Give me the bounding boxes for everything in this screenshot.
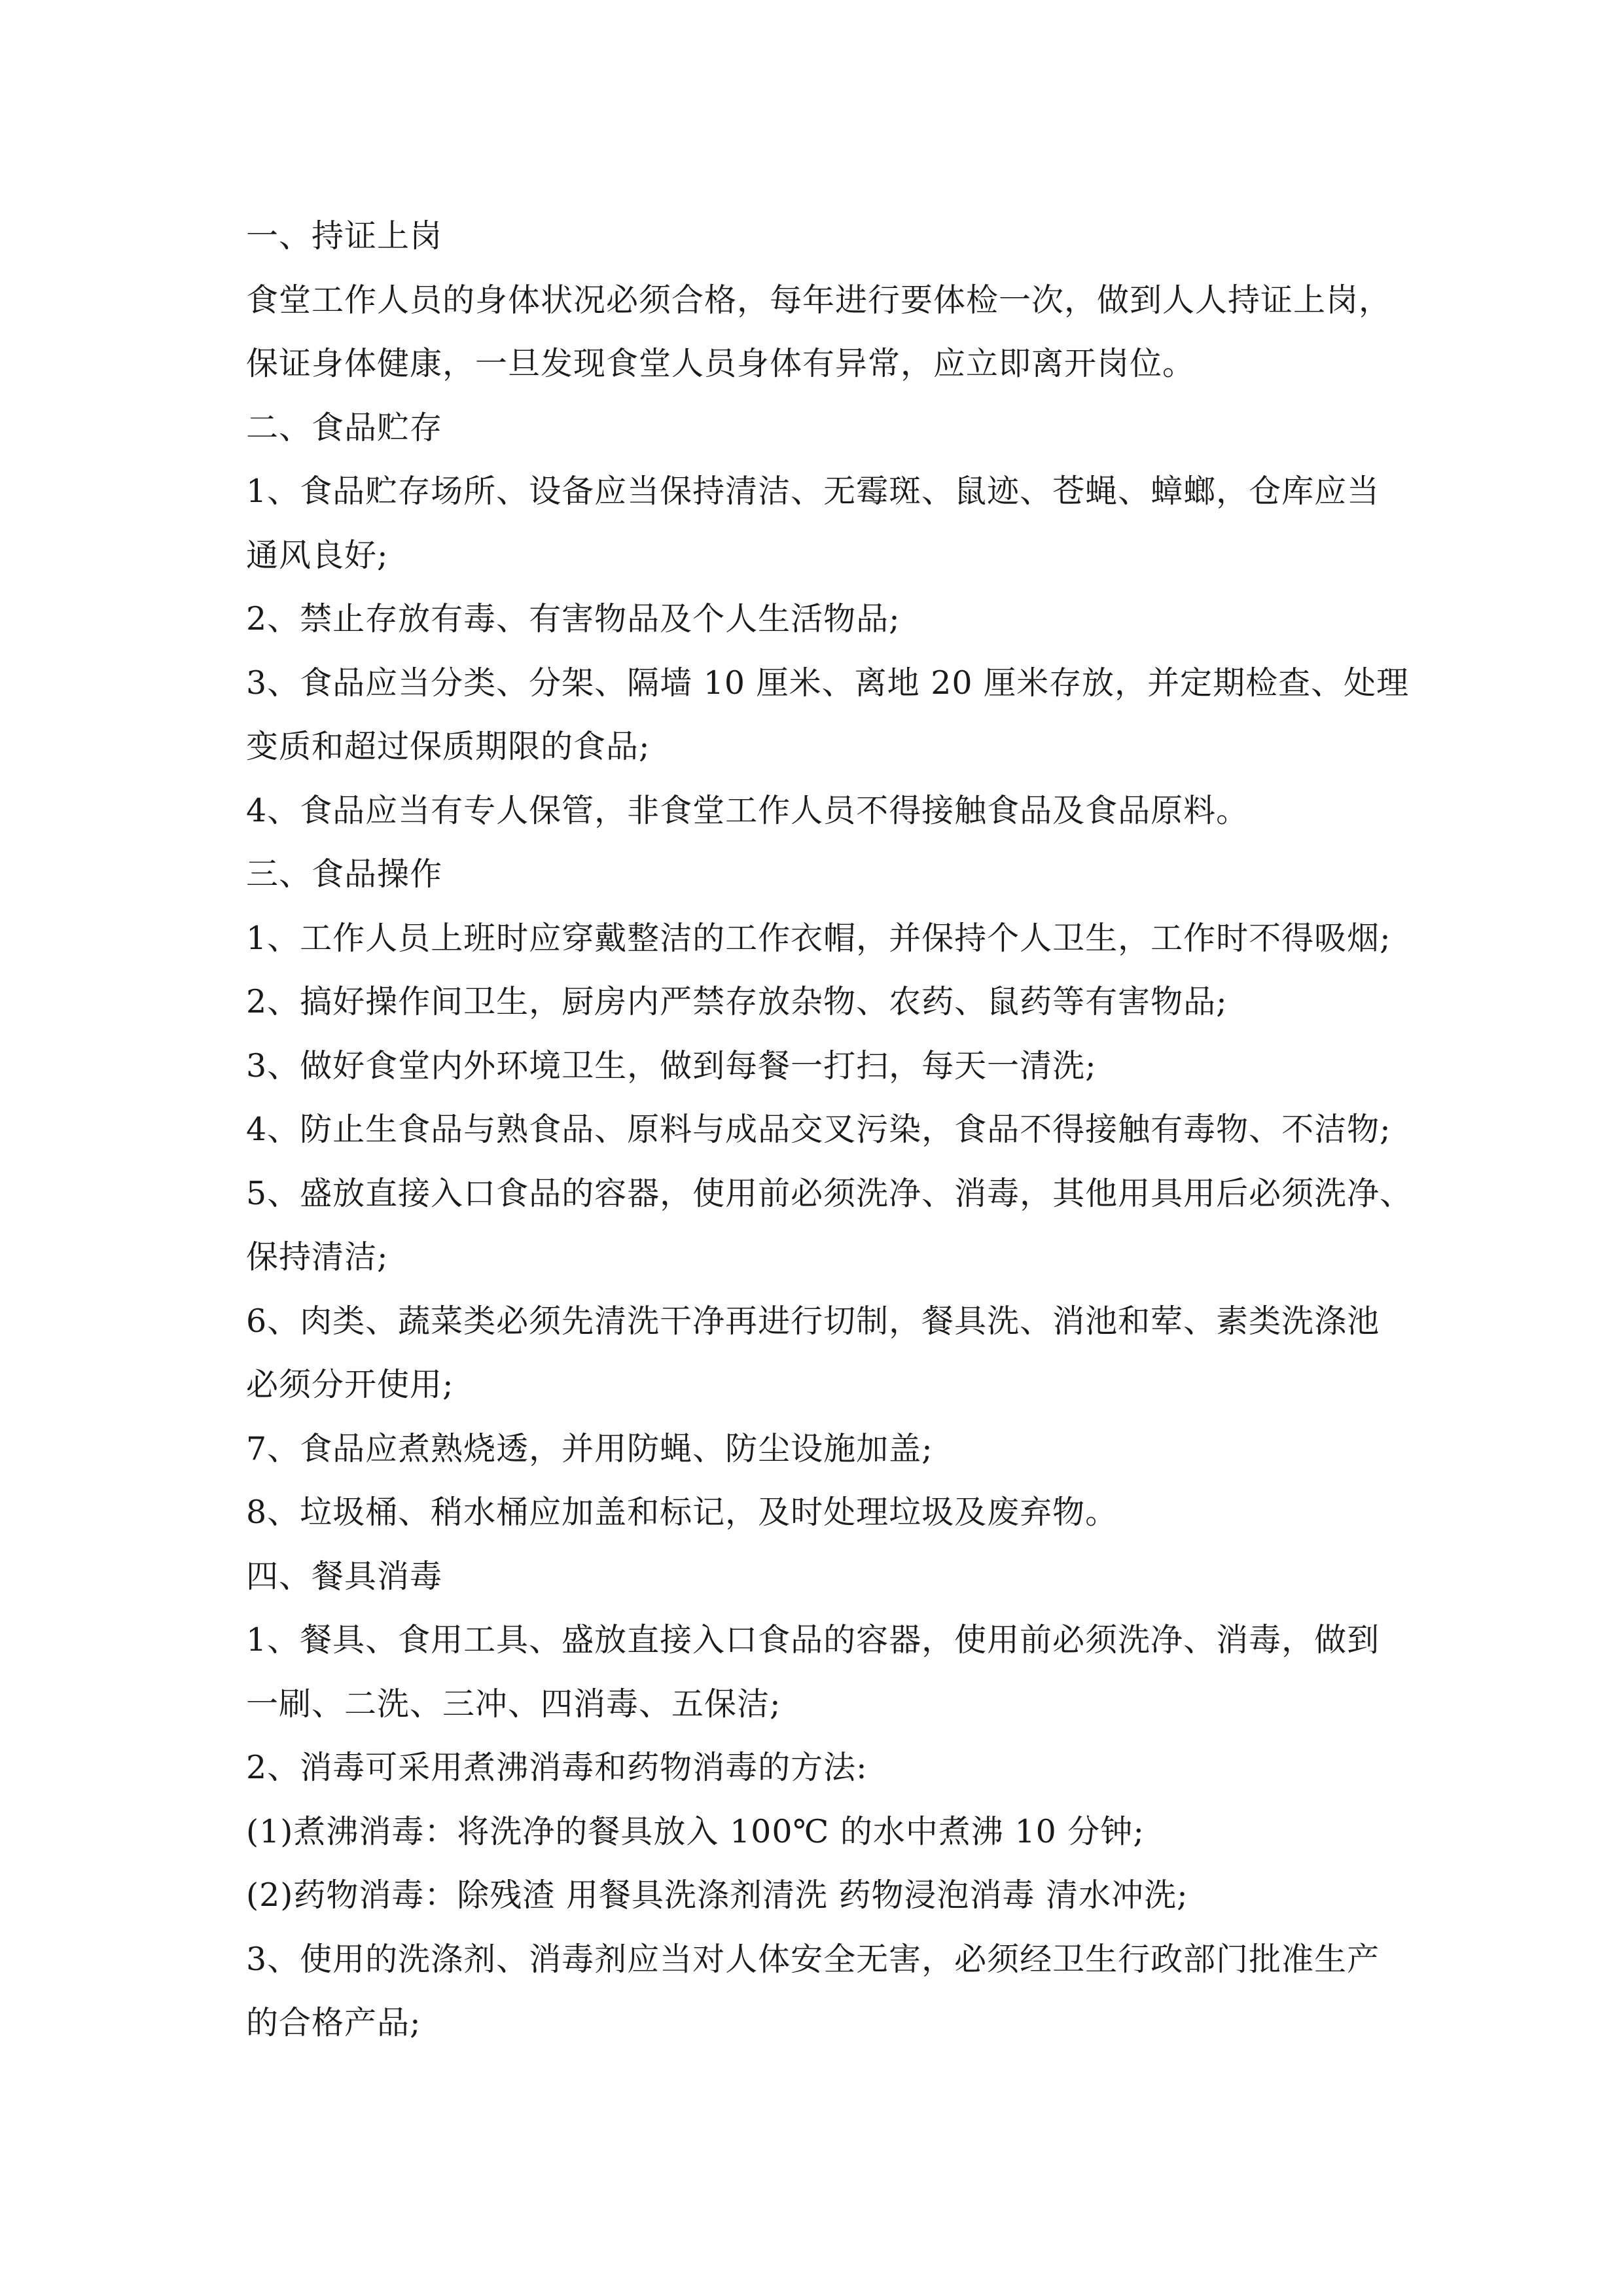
text-line: 3、做好食堂内外环境卫生，做到每餐一打扫，每天一清洗; [246,1047,1097,1085]
text-line: 一刷、二洗、三冲、四消毒、五保洁; [246,1685,781,1723]
text-line: 1、工作人员上班时应穿戴整洁的工作衣帽，并保持个人卫生，工作时不得吸烟; [246,919,1391,957]
text-line: 的合格产品; [246,2004,421,2041]
text-line: 8、垃圾桶、稍水桶应加盖和标记，及时处理垃圾及废弃物。 [246,1494,1118,1531]
section-heading: 二、食品贮存 [246,408,443,446]
text-line: 变质和超过保质期限的食品; [246,728,651,765]
text-line: (2)药物消毒：除残渣 用餐具洗涤剂清洗 药物浸泡消毒 清水冲洗; [246,1876,1188,1914]
text-line: 7、食品应煮熟烧透，并用防蝇、防尘设施加盖; [246,1429,933,1467]
section-heading: 一、持证上岗 [246,217,443,255]
text-line: 2、禁止存放有毒、有害物品及个人生活物品; [246,600,901,637]
text-line: 3、使用的洗涤剂、消毒剂应当对人体安全无害，必须经卫生行政部门批准生产 [246,1940,1380,1978]
text-line: 2、搞好操作间卫生，厨房内严禁存放杂物、农药、鼠药等有害物品; [246,983,1228,1020]
section-heading: 三、食品操作 [246,855,443,893]
text-line: 6、肉类、蔬菜类必须先清洗干净再进行切制，餐具洗、消池和荤、素类洗涤池 [246,1302,1380,1340]
text-line: 4、食品应当有专人保管，非食堂工作人员不得接触食品及食品原料。 [246,791,1249,829]
text-line: 通风良好; [246,536,389,574]
text-line: (1)煮沸消毒：将洗净的餐具放入 100℃ 的水中煮沸 10 分钟; [246,1812,1145,1850]
text-line: 保持清洁; [246,1238,389,1276]
text-line: 3、食品应当分类、分架、隔墙 10 厘米、离地 20 厘米存放，并定期检查、处理 [246,664,1410,702]
text-line: 食堂工作人员的身体状况必须合格，每年进行要体检一次，做到人人持证上岗， [246,281,1392,319]
text-line: 1、餐具、食用工具、盛放直接入口食品的容器，使用前必须洗净、消毒，做到 [246,1621,1380,1659]
text-line: 必须分开使用; [246,1366,454,1403]
text-line: 1、食品贮存场所、设备应当保持清洁、无霉斑、鼠迹、苍蝇、蟑螂，仓库应当 [246,473,1380,510]
section-heading: 四、餐具消毒 [246,1557,443,1595]
text-line: 2、消毒可采用煮沸消毒和药物消毒的方法: [246,1749,868,1786]
document-body [246,204,1413,2055]
text-line: 5、盛放直接入口食品的容器，使用前必须洗净、消毒，其他用具用后必须洗净、 [246,1174,1413,1212]
text-line: 保证身体健康，一旦发现食堂人员身体有异常，应立即离开岗位。 [246,345,1196,382]
text-line: 4、防止生食品与熟食品、原料与成品交叉污染，食品不得接触有毒物、不洁物; [246,1111,1391,1148]
